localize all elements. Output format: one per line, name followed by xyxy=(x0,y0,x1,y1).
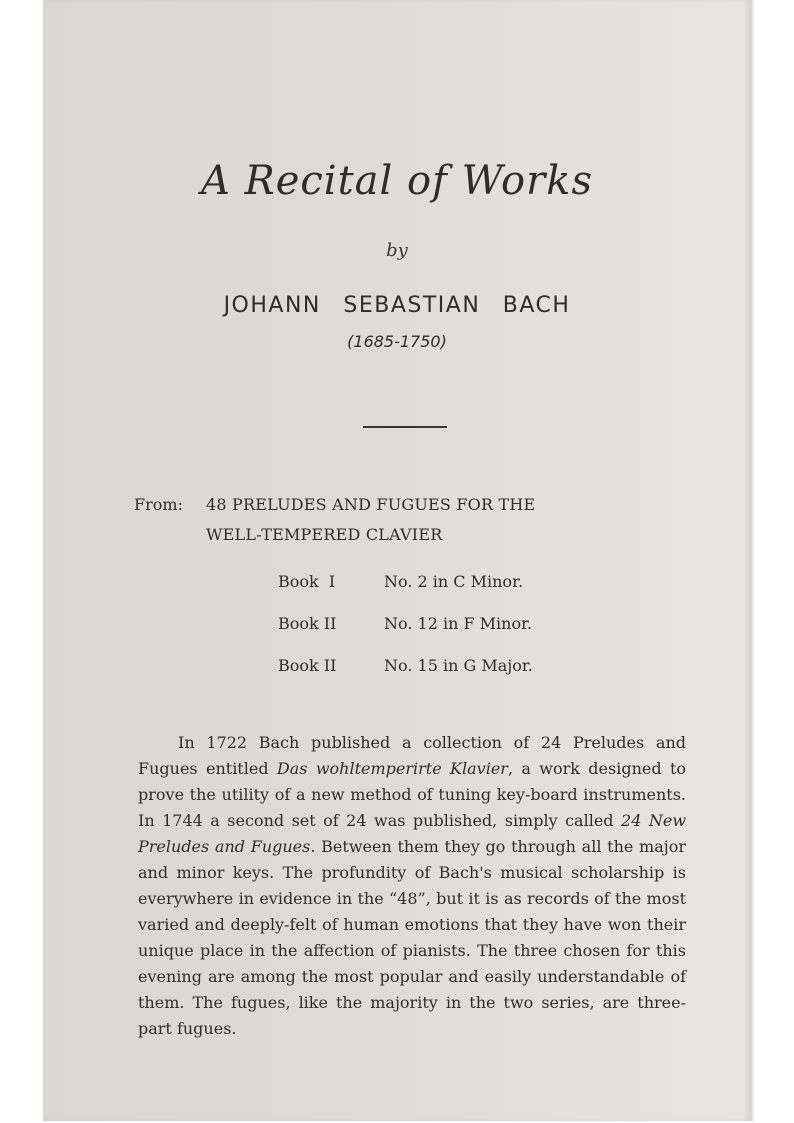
by-line: by xyxy=(386,240,408,261)
program-item xyxy=(0,572,794,596)
notes-work-title-2: 24 New Preludes and Fugues xyxy=(138,811,687,856)
divider-rule xyxy=(363,426,447,428)
book-number: Book II xyxy=(278,656,337,675)
from-label: From: xyxy=(134,495,183,514)
notes-text-3: . Between them they go through all the major and minor keys. The profundity of Bach's musical scholarship is everywhere in evidence in the “48”, but it is as records of the most varied and deeply-felt of human emotions that they have won their unique place in the affection of pianists. The three chosen for this evening are among the most popular and easily understandable of them. The fugues, like the majority in the two series, are three-part fugues. xyxy=(138,837,687,1038)
collection-title-line-1: 48 PRELUDES AND FUGUES FOR THE xyxy=(206,495,536,514)
program-item xyxy=(0,614,794,638)
composer-name: JOHANN SEBASTIAN BACH xyxy=(223,293,571,318)
book-number: Book II xyxy=(278,614,337,633)
composer-dates: (1685-1750) xyxy=(347,332,447,351)
piece-title: No. 2 in C Minor. xyxy=(384,572,524,591)
collection-title-line-2: WELL-TEMPERED CLAVIER xyxy=(206,525,443,544)
notes-work-title-1: Das wohltemperirte Klavier xyxy=(276,759,508,778)
notes-text-1: In 1722 Bach published a collection of 24 Preludes and Fugues entitled xyxy=(138,733,686,778)
notes-text-2: , a work designed to prove the utility of a new method of tuning key-board instruments. In 1744 a second set of 24 was published, simply called xyxy=(138,759,686,830)
program-notes-paragraph xyxy=(138,730,686,1042)
recital-title: A Recital of Works xyxy=(201,158,593,204)
piece-title: No. 12 in F Minor. xyxy=(384,614,533,633)
piece-title: No. 15 in G Major. xyxy=(384,656,533,675)
program-notes xyxy=(138,730,686,1042)
book-number: Book I xyxy=(278,572,336,591)
program-item xyxy=(0,656,794,680)
